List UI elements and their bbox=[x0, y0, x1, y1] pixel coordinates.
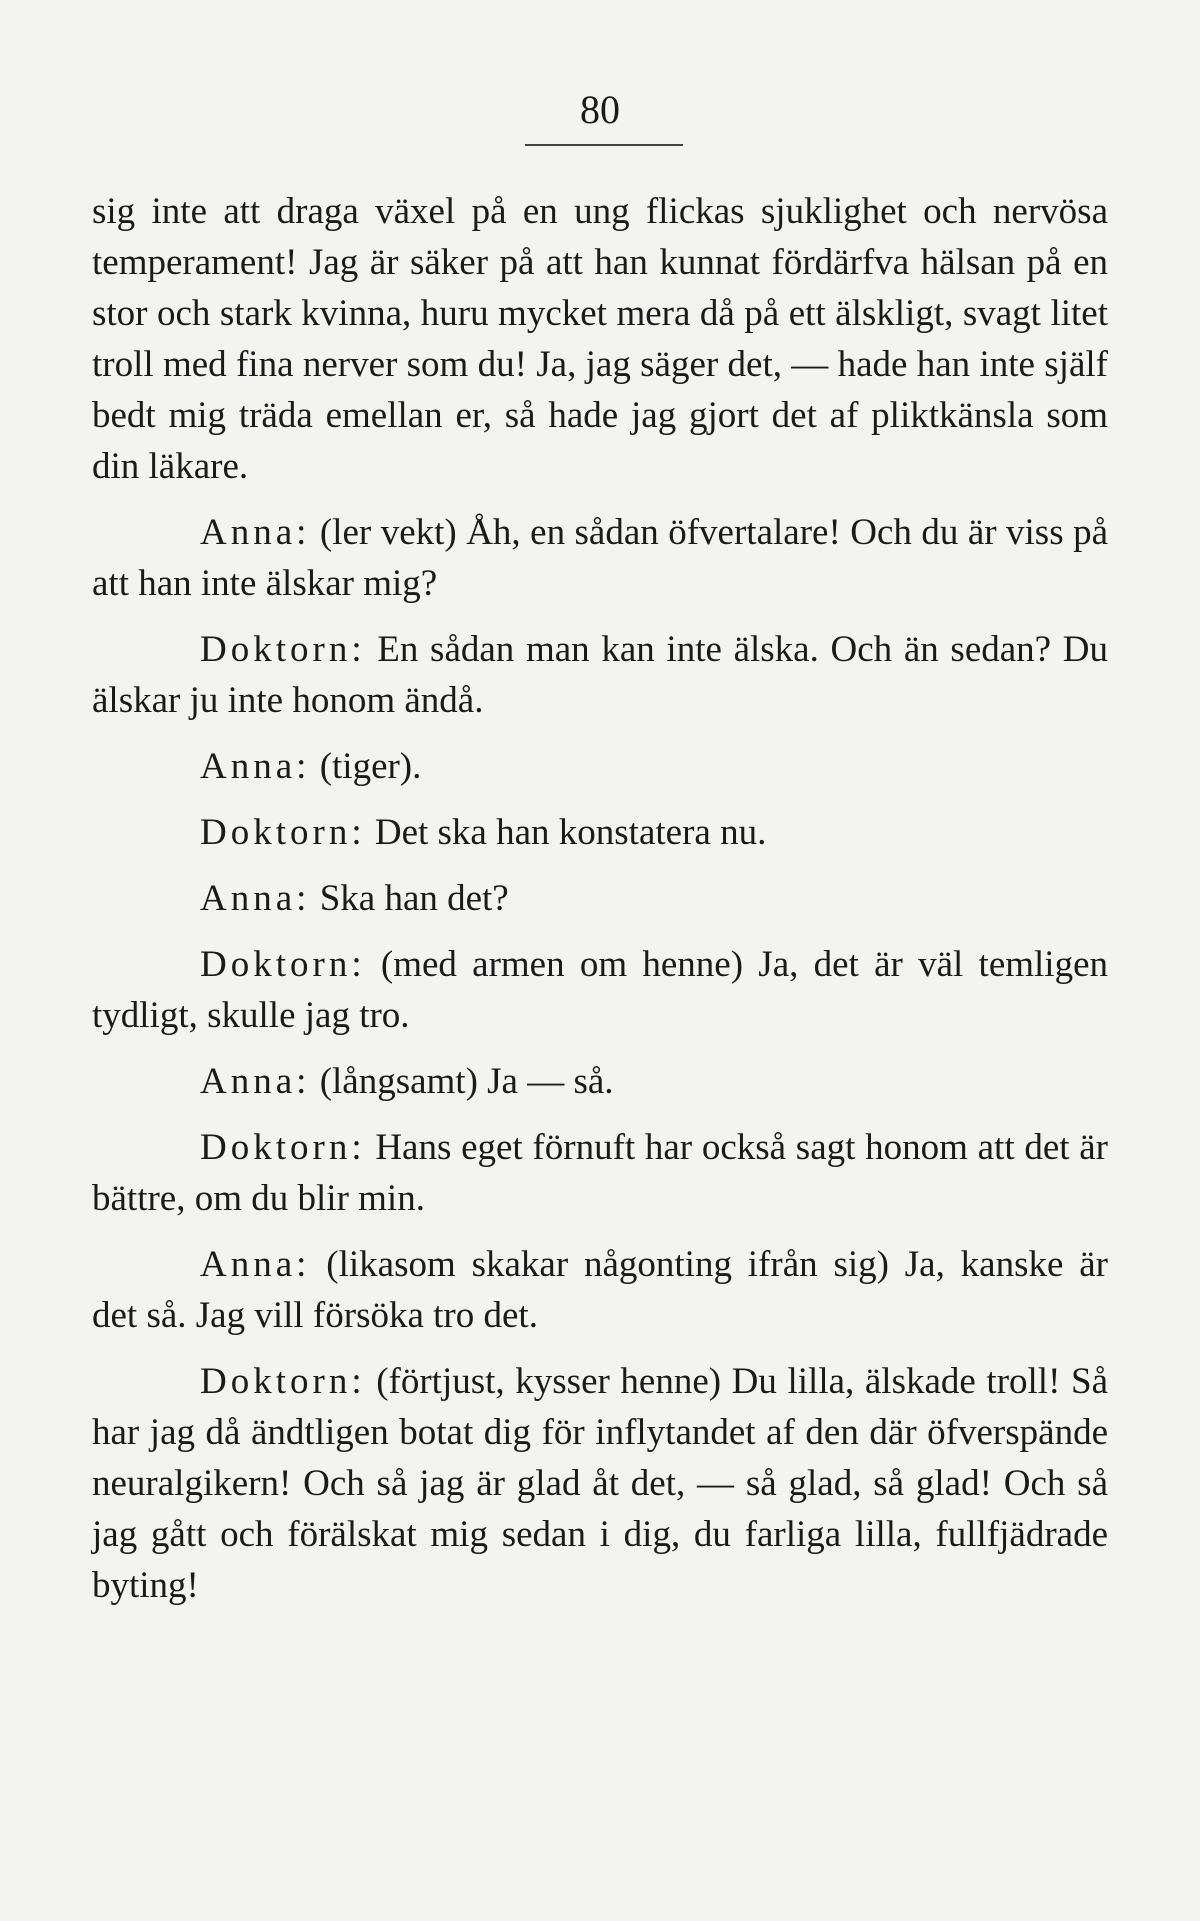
dialogue-line bbox=[92, 807, 1108, 858]
dialogue-line bbox=[92, 1356, 1108, 1611]
page-text bbox=[92, 186, 1108, 1611]
speaker-name: Doktorn: bbox=[200, 1361, 366, 1402]
speaker-name: Doktorn: bbox=[200, 1127, 366, 1168]
speech-text: (förtjust, kysser henne) Du lilla, älskade troll! Så har jag då ändtligen botat dig för inflytandet af den där öfverspände neuralgikern! Och så jag är glad åt det, — så glad, så glad! Och så jag gått och förälskat mig sedan i dig, du farliga lilla, fullfjädrade byting! bbox=[92, 1361, 1109, 1606]
speech-text: (likasom skakar någonting ifrån sig) Ja, kanske är det så. Jag vill försöka tro det. bbox=[92, 1244, 1108, 1336]
speaker-name: Anna: bbox=[200, 512, 311, 553]
dialogue-line bbox=[92, 939, 1108, 1041]
dialogue-line bbox=[92, 873, 1108, 924]
dialogue-line bbox=[92, 507, 1108, 609]
page-number: 80 bbox=[580, 87, 620, 132]
speaker-name: Anna: bbox=[200, 878, 311, 919]
speech-text: (långsamt) Ja — så. bbox=[319, 1061, 614, 1102]
speaker-name: Anna: bbox=[200, 1061, 311, 1102]
speech-text: En sådan man kan inte älska. Och än sedan? Du älskar ju inte honom ändå. bbox=[92, 629, 1108, 721]
speaker-name: Doktorn: bbox=[200, 629, 366, 670]
speaker-name: Anna: bbox=[200, 1244, 311, 1285]
speaker-name: Doktorn: bbox=[200, 944, 366, 985]
dialogue-line bbox=[92, 1239, 1108, 1341]
speech-text: (med armen om henne) Ja, det är väl temligen tydligt, skulle jag tro. bbox=[92, 944, 1109, 1036]
speech-text: (tiger). bbox=[319, 746, 422, 787]
speech-text: Det ska han konstatera nu. bbox=[374, 812, 767, 853]
dialogue-line bbox=[92, 741, 1108, 792]
speech-text: (ler vekt) Åh, en sådan öfvertalare! Och du är viss på att han inte älskar mig? bbox=[92, 512, 1108, 604]
speaker-name: Doktorn: bbox=[200, 812, 366, 853]
page-number-rule bbox=[525, 144, 683, 146]
speaker-name: Anna: bbox=[200, 746, 311, 787]
opening-paragraph: sig inte att draga växel på en ung flickas sjuklighet och nervösa temperament! Jag är säker på att han kunnat fördärfva hälsan på en stor och stark kvinna, huru mycket mera då på ett älskligt, svagt litet troll med fina nerver som du! Ja, jag säger det, — hade han inte själf bedt mig träda emellan er, så hade jag gjort det af pliktkänsla som din läkare. bbox=[92, 191, 1108, 487]
dialogue-line bbox=[92, 624, 1108, 726]
dialogue-line bbox=[92, 1056, 1108, 1107]
speech-text: Ska han det? bbox=[319, 878, 509, 919]
dialogue-line bbox=[92, 1122, 1108, 1224]
speech-text: Hans eget förnuft har också sagt honom att det är bättre, om du blir min. bbox=[92, 1127, 1108, 1219]
